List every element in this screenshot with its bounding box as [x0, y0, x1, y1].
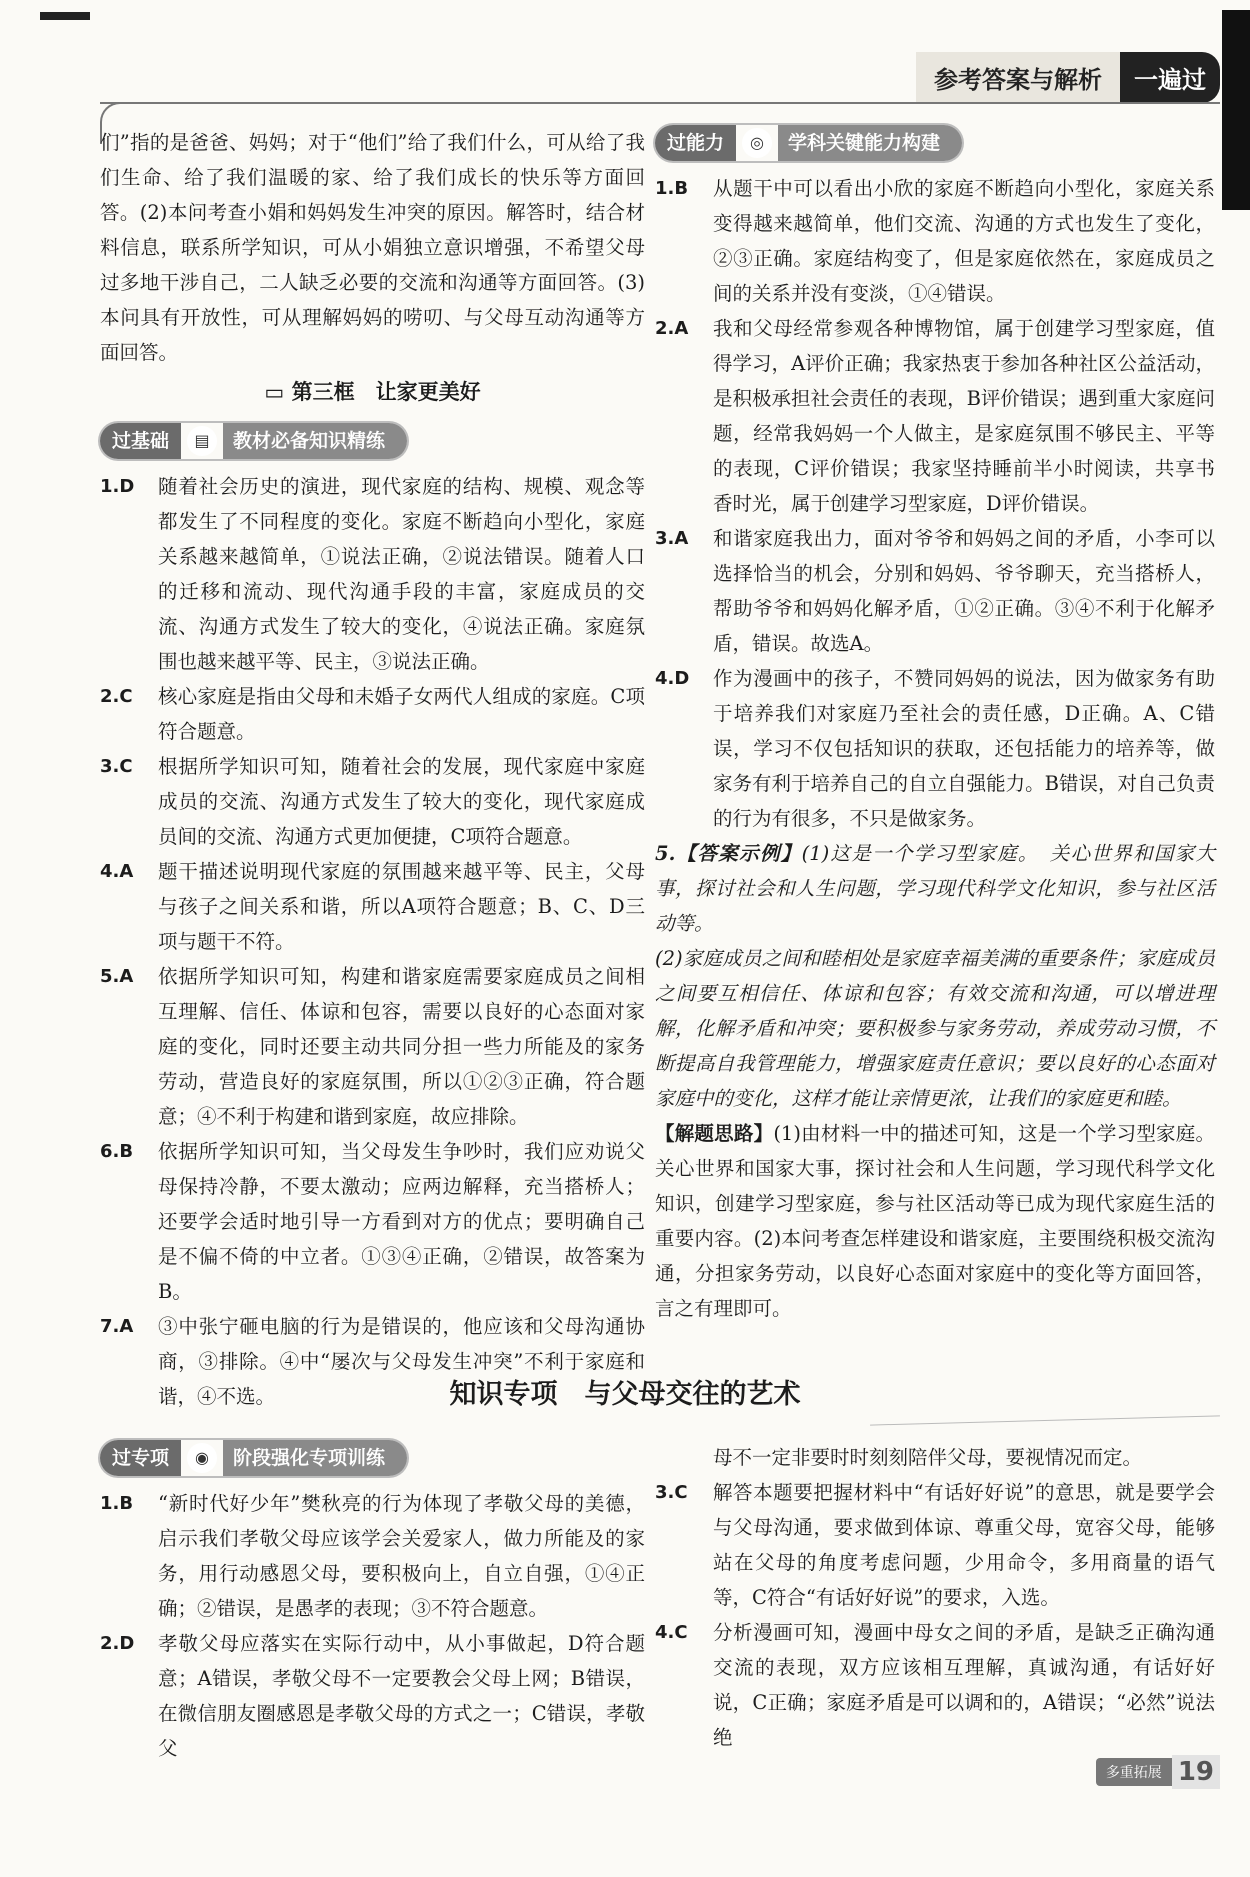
special-section-title: 知识专项 与父母交往的艺术 — [449, 1379, 801, 1410]
banner-tag: 过专项 — [100, 1440, 181, 1476]
left-column — [100, 125, 645, 1414]
answer-item: 4.C 分析漫画可知，漫画中母女之间的矛盾，是缺乏正确沟通交流的表现，双方应该相互理解，真诚沟通，有话好好说，C正确；家庭矛盾是可以调和的，A错误；“必然”说法绝 — [655, 1621, 1215, 1749]
answer-item: 1.B “新时代好少年”樊秋亮的行为体现了孝敬父母的美德，启示我们孝敬父母应该学会关爱家人，做力所能及的家务，用行动感恩父母，要积极向上，自立自强，①④正确；②错误，是愚孝的表现；③不符合题意。 — [100, 1492, 645, 1620]
banner-text: 阶段强化专项训练 — [223, 1440, 407, 1476]
q5-label: 5.【答案示例】 — [655, 842, 802, 865]
answer-item: 4.A 题干描述说明现代家庭的氛围越来越平等、民主，父母与孩子之间关系和谐，所以A项符合题意；B、C、D三项与题干不符。 — [100, 860, 645, 953]
notebook-icon: ▤ — [187, 426, 217, 456]
medal-icon: ◎ — [742, 128, 772, 158]
banner-text: 学科关键能力构建 — [778, 125, 962, 161]
top-edge-mark — [40, 12, 90, 20]
footer-label: 多重拓展 — [1096, 1758, 1172, 1786]
answer-item: 3.C 解答本题要把握材料中“有话好好说”的意思，就是要学会与父母沟通，要求做到体谅、尊重父母，宽容父母，能够站在父母的角度考虑问题，少用命令，多用商量的语气等，C符合“有话好好说”的要求，入选。 — [655, 1481, 1215, 1609]
page-header — [916, 52, 1220, 102]
answer-item: 2.D 孝敬父母应落实在实际行动中，从小事做起，D符合题意；A错误，孝敬父母不一定要教会父母上网；B错误，在微信朋友圈感恩是孝敬父母的方式之一；C错误，孝敬父 — [100, 1632, 645, 1760]
page-edge-tab — [1222, 10, 1250, 210]
special-left-column — [100, 1440, 645, 1766]
folder-icon: ▭ — [264, 379, 285, 404]
analysis-label: 【解题思路】 — [655, 1122, 774, 1145]
answer-item: 2.A 我和父母经常参观各种博物馆，属于创建学习型家庭，值得学习，A评价正确；我家热衷于参加各种社区公益活动，是积极承担社会责任的表现，B评价错误；遇到重大家庭问题，经常我妈妈一个人做主，是家庭氛围不够民主、平等的表现，C评价错误；我家坚持睡前半小时阅读，共享书香时光，属于创建学习型家庭，D评价错误。 — [655, 317, 1215, 515]
answer-item: 3.A 和谐家庭我出力，面对爷爷和妈妈之间的矛盾，小李可以选择恰当的机会，分别和妈妈、爷爷聊天，充当搭桥人，帮助爷爷和妈妈化解矛盾，①②正确。③④不利于化解矛盾，错误。故选A。 — [655, 527, 1215, 655]
banner-tag: 过基础 — [100, 423, 181, 459]
answer-item: 3.C 根据所学知识可知，随着社会的发展，现代家庭中家庭成员的交流、沟通方式发生了较大的变化，现代家庭成员间的交流、沟通方式更加便捷，C项符合题意。 — [100, 755, 645, 848]
page-footer — [1096, 1755, 1220, 1789]
intro-paragraph: 们”指的是爸爸、妈妈；对于“他们”给了我们什么，可从给了我们生命、给了我们温暖的家、给了我们成长的快乐等方面回答。(2)本问考查小娟和妈妈发生冲突的原因。解答时，结合材料信息，联系所学知识，可从小娟独立意识增强，不希望父母过多地干涉自己，二人缺乏必要的交流和沟通等方面回答。(3)本问具有开放性，可从理解妈妈的唠叨、与父母互动沟通等方面回答。 — [100, 131, 645, 364]
banner-text: 教材必备知识精练 — [223, 423, 407, 459]
header-title: 参考答案与解析 — [916, 52, 1120, 103]
q5-answer-part2: (2)家庭成员之间和睦相处是家庭幸福美满的重要条件；家庭成员之间要互相信任、体谅和包容；有效交流和沟通，可以增进理解，化解矛盾和冲突；要积极参与家务劳动，养成劳动习惯，不断提高自我管理能力，增强家庭责任意识；要以良好的心态面对家庭中的变化，这样才能让亲情更浓，让我们的家庭更和睦。 — [655, 947, 1215, 1110]
answer-item: 7.A ③中张宁砸电脑的行为是错误的，他应该和父母沟通协商，③排除。④中“屡次与父母发生冲突”不利于家庭和谐，④不选。 — [100, 1315, 645, 1408]
section-title: ▭ 第三框 让家更美好 — [264, 379, 481, 404]
answer-item: 1.B 从题干中可以看出小欣的家庭不断趋向小型化，家庭关系变得越来越简单，他们交流、沟通的方式也发生了变化，②③正确。家庭结构变了，但是家庭依然在，家庭成员之间的关系并没有变淡，①④错误。 — [655, 177, 1215, 305]
header-brand: 一遍过 — [1120, 52, 1220, 103]
analysis: 【解题思路】(1)由材料一中的描述可知，这是一个学习型家庭。关心世界和国家大事，探讨社会和人生问题，学习现代科学文化知识，创建学习型家庭，参与社区活动等已成为现代家庭生活的重要内容。(2)本问考查怎样建设和谐家庭，主要围绕积极交流沟通，分担家务劳动，以良好心态面对家庭中的变化等方面回答，言之有理即可。 — [655, 1122, 1215, 1320]
special-right-column — [655, 1440, 1215, 1755]
continuation-text: 母不一定非要时时刻刻陪伴父母，要视情况而定。 — [713, 1446, 1143, 1469]
page-number: 19 — [1172, 1755, 1220, 1789]
ability-banner — [655, 125, 962, 161]
special-banner — [100, 1440, 407, 1476]
q5-answer: 5.【答案示例】(1)这是一个学习型家庭。 关心世界和国家大事，探讨社会和人生问题，学习现代科学文化知识，参与社区活动等。 — [655, 842, 1216, 935]
divider — [870, 1415, 1220, 1425]
right-column — [655, 125, 1215, 1326]
answer-item: 6.B 依据所学知识可知，当父母发生争吵时，我们应劝说父母保持冷静，不要太激动；应两边解释，充当搭桥人；还要学会适时地引导一方看到对方的优点；要明确自己是不偏不倚的中立者。①③④正确，②错误，故答案为B。 — [100, 1140, 645, 1303]
header-rule — [100, 102, 1220, 104]
answer-item: 4.D 作为漫画中的孩子，不赞同妈妈的说法，因为做家务有助于培养我们对家庭乃至社会的责任感，D正确。A、C错误，学习不仅包括知识的获取，还包括能力的培养等，做家务有利于培养自己的自立自强能力。B错误，对自己负责的行为有很多，不只是做家务。 — [655, 667, 1215, 830]
answer-item: 5.A 依据所学知识可知，构建和谐家庭需要家庭成员之间相互理解、信任、体谅和包容，需要以良好的心态面对家庭的变化，同时还要主动共同分担一些力所能及的家务劳动，营造良好的家庭氛围，所以①②③正确，符合题意；④不利于构建和谐到家庭，故应排除。 — [100, 965, 645, 1128]
banner-tag: 过能力 — [655, 125, 736, 161]
basic-banner — [100, 423, 407, 459]
answer-item: 2.C 核心家庭是指由父母和未婚子女两代人组成的家庭。C项符合题意。 — [100, 685, 645, 743]
answer-item: 1.D 随着社会历史的演进，现代家庭的结构、规模、观念等都发生了不同程度的变化。家庭不断趋向小型化，家庭关系越来越简单，①说法正确，②说法错误。随着人口的迁移和流动、现代沟通手段的丰富，家庭成员的交流、沟通方式发生了较大的变化，④说法正确。家庭氛围也越来越平等、民主，③说法正确。 — [100, 475, 645, 673]
target-icon: ◉ — [187, 1443, 217, 1473]
